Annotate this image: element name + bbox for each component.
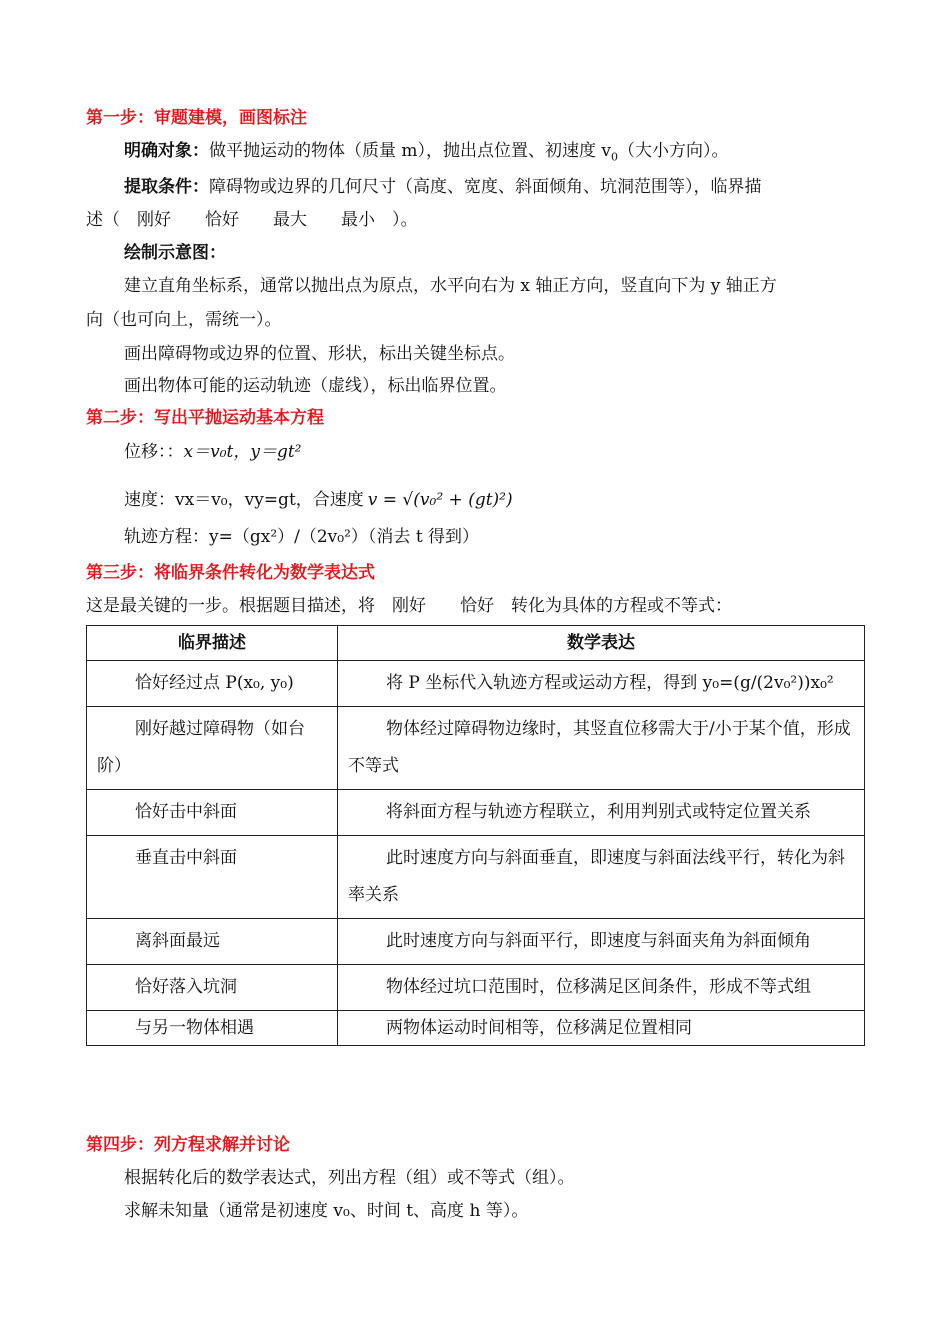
- draw-line-4: 画出物体可能的运动轨迹（虚线），标出临界位置。: [124, 376, 507, 396]
- step3-intro: 这是最关键的一步。根据题目描述，将 刚好 恰好 转化为具体的方程或不等式：: [86, 596, 732, 616]
- trajectory-line: [124, 525, 479, 549]
- condition-line-2: 述（ 刚好 恰好 最大 最小 ）。: [86, 210, 418, 230]
- displacement-line: [124, 440, 301, 464]
- table-row: [87, 661, 865, 707]
- table-row: [87, 836, 865, 919]
- object-tail: （大小方向）。: [618, 141, 729, 161]
- table-cell-description: 离斜面最远: [87, 919, 338, 965]
- table-header-description: 临界描述: [87, 626, 338, 661]
- trajectory-label: 轨迹方程：: [124, 527, 209, 547]
- table-cell-expression: 物体经过障碍物边缘时，其竖直位移需大于/小于某个值，形成不等式: [338, 707, 865, 790]
- table-row: [87, 1011, 865, 1046]
- object-sub: 0: [611, 150, 619, 164]
- step1-title: 第一步：审题建模，画图标注: [86, 108, 307, 128]
- draw-line-2: 向（也可向上，需统一）。: [86, 310, 282, 330]
- table-row: [87, 965, 865, 1011]
- table-cell-expression: 将 P 坐标代入轨迹方程或运动方程，得到 y₀=(g/(2v₀²))x₀²: [338, 661, 865, 707]
- table-cell-expression: 两物体运动时间相等，位移满足位置相同: [338, 1011, 865, 1046]
- step4-line-2: 求解未知量（通常是初速度 v₀、时间 t、高度 h 等）。: [124, 1201, 529, 1221]
- velocity-label: 速度：: [124, 490, 175, 510]
- table-row: [87, 707, 865, 790]
- table-header-expression: 数学表达: [338, 626, 865, 661]
- step3-title: 第三步：将临界条件转化为数学表达式: [86, 563, 375, 583]
- table-row: [87, 790, 865, 836]
- velocity-formula: v = √(v₀² + (gt)²): [367, 490, 513, 510]
- table-cell-description: 与另一物体相遇: [87, 1011, 338, 1046]
- table-cell-description: 恰好经过点 P(x₀, y₀): [87, 661, 338, 707]
- table-cell-description: 恰好落入坑洞: [87, 965, 338, 1011]
- condition-text-1: 障碍物或边界的几何尺寸（高度、宽度、斜面倾角、坑洞范围等），临界描: [209, 177, 762, 197]
- table-cell-expression: 此时速度方向与斜面平行，即速度与斜面夹角为斜面倾角: [338, 919, 865, 965]
- draw-line-3: 画出障碍物或边界的位置、形状，标出关键坐标点。: [124, 344, 515, 364]
- object-label: 明确对象：: [124, 141, 209, 161]
- velocity-text: vx＝v₀，vy=gt，合速度: [175, 490, 364, 510]
- displacement-label: 位移：：: [124, 442, 184, 462]
- table-cell-expression: 物体经过坑口范围时，位移满足区间条件，形成不等式组: [338, 965, 865, 1011]
- trajectory-text: y=（gx²）/（2v₀²）（消去 t 得到）: [209, 527, 480, 547]
- table-cell-expression: 此时速度方向与斜面垂直，即速度与斜面法线平行，转化为斜率关系: [338, 836, 865, 919]
- object-text: 做平抛运动的物体（质量 m），抛出点位置、初速度 v: [209, 141, 612, 161]
- draw-line-1: 建立直角坐标系，通常以抛出点为原点，水平向右为 x 轴正方向，竖直向下为 y 轴正方: [124, 276, 777, 296]
- table-cell-description: 垂直击中斜面: [87, 836, 338, 919]
- velocity-line: [124, 488, 513, 512]
- displacement-formula: x＝v₀t，y＝gt²: [183, 442, 302, 462]
- step2-title: 第二步：写出平抛运动基本方程: [86, 408, 324, 428]
- table-row: [87, 919, 865, 965]
- table-cell-description: 恰好击中斜面: [87, 790, 338, 836]
- condition-line-1: [124, 175, 762, 199]
- object-line: [124, 139, 729, 169]
- table-header-row: [87, 626, 865, 661]
- table-cell-expression: 将斜面方程与轨迹方程联立，利用判别式或特定位置关系: [338, 790, 865, 836]
- step4-title: 第四步：列方程求解并讨论: [86, 1135, 290, 1155]
- table-cell-description: 刚好越过障碍物（如台阶）: [87, 707, 338, 790]
- draw-label: 绘制示意图：: [124, 243, 226, 263]
- condition-label: 提取条件：: [124, 177, 209, 197]
- step4-line-1: 根据转化后的数学表达式，列出方程（组）或不等式（组）。: [124, 1168, 575, 1188]
- critical-condition-table: [86, 625, 865, 1046]
